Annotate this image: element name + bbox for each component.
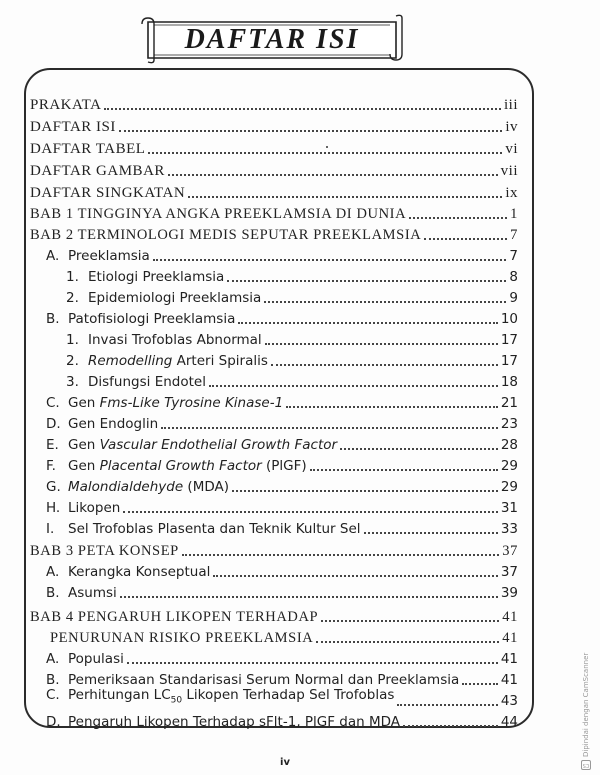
toc-entry-marker: I. [46,521,55,537]
toc-entry-label: BAB 2 TERMINOLOGI MEDIS SEPUTAR PREEKLAMSIA [30,227,422,243]
toc-entry-bab2-f[interactable] [46,453,518,475]
toc-entry-page: vi [505,141,518,157]
toc-entry-marker: B. [46,311,60,327]
toc-entry-daftar-singkatan[interactable] [30,180,518,202]
toc-entry-label [46,247,150,265]
toc-entry-label [66,289,261,307]
toc-entry-text: Perhitungan LC [68,687,171,704]
toc-entry-text: Pengaruh Likopen Terhadap sFlt-1, PlGF dan MDA [68,714,401,730]
toc-entry-bab4-c[interactable] [46,688,518,710]
toc-entry-marker: 1. [66,269,79,285]
leader-dots [227,280,506,282]
toc-entry-marker: 1. [66,332,79,348]
toc-entry-page: 44 [500,714,518,730]
page-title: DAFTAR ISI [184,24,360,55]
toc-entry-page: 29 [500,458,518,474]
leader-dots [209,385,498,387]
toc-entry-bab1[interactable] [30,201,518,223]
toc-entry-text-rest: Likopen Terhadap Sel Trofoblas [182,687,395,704]
toc-entry-text: Gen Endoglin [68,416,159,432]
toc-entry-bab3-b[interactable] [46,580,518,602]
toc-entry-label: DAFTAR SINGKATAN [30,185,186,201]
toc-entry-page: 33 [500,521,518,537]
page-number: iv [280,757,290,768]
toc-entry-label [66,373,206,391]
toc-entry-label: PRAKATA [30,97,102,113]
toc-entry-page: 29 [500,479,518,495]
toc-entry-text: Gen [68,395,100,411]
toc-entry-bab2-b1[interactable] [66,327,518,349]
leader-dots [182,554,499,556]
toc-entry-text: Disfungsi Endotel [88,374,206,390]
toc-entry-marker: A. [46,248,60,264]
toc-entry-page: 8 [509,269,518,285]
toc-entry-text-italic: Vascular Endothelial Growth Factor [99,437,338,453]
toc-entry-label [46,457,307,475]
toc-entry-text-rest: (MDA) [183,479,230,495]
toc-entry-bab2-h[interactable] [46,495,518,517]
toc-entry-daftar-gambar[interactable] [30,158,518,180]
leader-dots [119,130,502,132]
toc-entry-marker: 2. [66,353,79,369]
toc-entry-label [46,650,124,668]
toc-entry-bab4-d[interactable] [46,709,518,731]
toc-entry-bab2-e[interactable] [46,432,518,454]
toc-entry-text: Populasi [68,651,124,667]
leader-dots [462,683,498,685]
toc-entry-marker: D. [46,714,61,730]
toc-entry-page: 10 [500,311,518,327]
toc-entry-marker: A. [46,564,60,580]
toc-entry-marker: 2. [66,290,79,306]
toc-entry-marker: 3. [66,374,79,390]
toc-entry-page: 23 [500,416,518,432]
toc-entry-bab4-a[interactable] [46,646,518,668]
toc-entry-text: Kerangka Konseptual [68,564,211,580]
watermark-text: Dipindai dengan CamScanner [582,652,590,757]
leader-dots [397,704,497,706]
toc-entry-label [46,713,400,731]
toc-entry-label [46,415,158,433]
toc-entry-label: BAB 1 TINGGINYA ANGKA PREEKLAMSIA DI DUNIA [30,206,407,222]
toc-entry-page: 1 [510,206,518,222]
toc-entry-subscript: 50 [170,696,183,706]
toc-entry-text-italic: Remodelling [88,353,173,369]
leader-dots [271,364,498,366]
toc-entry-page: 41 [500,672,518,688]
toc-entry-page: 43 [500,693,518,709]
toc-entry-label: BAB 4 PENGARUH LIKOPEN TERHADAP [30,609,319,625]
leader-dots [188,196,502,198]
toc-entry-page: 37 [500,564,518,580]
toc-entry-bab3-a[interactable] [46,559,518,581]
toc-entry-page: 28 [500,437,518,453]
toc-entry-bab2-d[interactable] [46,411,518,433]
toc-entry-page: 17 [500,332,518,348]
leader-dots [104,108,501,110]
toc-entry-marker: D. [46,416,61,432]
toc-entry-page: 17 [500,353,518,369]
toc-entry-text: Asumsi [68,585,117,601]
leader-dots [286,406,498,408]
toc-entry-label [46,436,337,454]
leader-dots [232,490,498,492]
toc-entry-bab3[interactable] [30,538,518,560]
toc-entry-label [66,352,268,370]
leader-dots [364,532,498,534]
toc-entry-page: 9 [509,290,518,306]
toc-entry-page: ix [505,185,518,201]
toc-entry-bab2-a1[interactable] [66,264,518,286]
toc-entry-label [46,310,235,328]
toc-entry-bab4[interactable] [30,604,518,626]
toc-entry-label [66,268,224,286]
toc-entry-marker: G. [46,479,61,495]
toc-entry-daftar-isi[interactable] [30,114,518,136]
toc-entry-label: DAFTAR GAMBAR [30,163,165,179]
toc-entry-page: 18 [500,374,518,390]
toc-entry-page: iii [503,97,518,113]
toc-entry-label [66,331,262,349]
toc-entry-label: DAFTAR ISI [30,119,116,135]
leader-dots [148,152,502,154]
toc-entry-page: 39 [500,585,518,601]
toc-entry-marker: H. [46,500,61,516]
leader-dots [153,259,507,261]
leader-dots [265,343,498,345]
toc-entry-page: 7 [509,248,518,264]
toc-entry-page: iv [505,119,518,135]
toc-entry-marker: E. [46,437,59,453]
leader-dots [238,322,497,324]
toc-entry-bab2-b2[interactable] [66,348,518,370]
toc-entry-prakata[interactable] [30,92,518,114]
toc-entry-marker: C. [46,687,60,704]
toc-entry-page: 31 [500,500,518,516]
toc-entry-label [46,478,229,496]
toc-entry-bab2-b[interactable] [46,306,518,328]
leader-dots [264,301,506,303]
toc-entry-text-italic: Malondialdehyde [68,479,184,495]
title-scroll-banner [138,14,406,64]
toc-entry-text-italic: Placental Growth Factor [99,458,262,474]
leader-dots [310,469,498,471]
leader-dots [127,662,498,664]
toc-entry-label [46,520,361,538]
leader-dots [316,641,499,643]
toc-entry-text: Invasi Trofoblas Abnormal [88,332,262,348]
toc-entry-bab2-i[interactable] [46,516,518,538]
toc-entry-page: 37 [502,543,518,559]
toc-entry-bab4-continued[interactable] [50,625,518,647]
toc-entry-label [46,499,120,517]
toc-entry-label [46,686,394,710]
toc-entry-text: Patofisiologi Preeklamsia [68,311,236,327]
toc-entry-label: PENURUNAN RISIKO PREEKLAMSIA [50,630,314,646]
leader-dots [168,174,498,176]
toc-entry-bab2[interactable] [30,222,518,244]
toc-entry-label: DAFTAR TABEL [30,141,146,157]
toc-entry-text: Likopen [68,500,121,516]
leader-dots [161,427,498,429]
toc-entry-text-italic: Fms-Like Tyrosine Kinase-1 [99,395,284,411]
toc-entry-text: Arteri Spiralis [172,353,268,369]
leader-dots [321,620,499,622]
toc-entry-page: 21 [500,395,518,411]
toc-entry-text: Gen [68,458,100,474]
toc-entry-page: vii [500,163,518,179]
toc-entry-bab2-b3[interactable] [66,369,518,391]
toc-entry-marker: B. [46,585,60,601]
toc-entry-label: BAB 3 PETA KONSEP [30,543,179,559]
toc-entry-text: Epidemiologi Preeklamsia [88,290,262,306]
toc-entry-page: 41 [502,630,518,646]
toc-entry-daftar-tabel[interactable] [30,136,518,158]
scanner-watermark [578,600,594,770]
leader-dots [123,511,498,513]
toc-entry-text: Gen [68,437,100,453]
toc-entry-bab2-a2[interactable] [66,285,518,307]
toc-entry-text: Sel Trofoblas Plasenta dan Teknik Kultur Sel [68,521,361,537]
camscanner-logo-icon: CS [582,762,590,768]
toc-entry-bab2-c[interactable] [46,390,518,412]
leader-dots [403,725,498,727]
toc-entry-marker: C. [46,395,60,411]
toc-entry-marker: F. [46,458,56,474]
toc-entry-text: Preeklamsia [68,248,150,264]
toc-entry-page: 41 [500,651,518,667]
leader-dots [409,217,507,219]
toc-entry-text-rest: (PlGF) [261,458,307,474]
leader-dots [213,575,497,577]
toc-entry-bab2-a[interactable] [46,243,518,265]
leader-dots [120,596,498,598]
leader-dots [424,238,507,240]
toc-entry-marker: A. [46,651,60,667]
toc-entry-page: 41 [502,609,518,625]
toc-entry-marker: B. [46,672,60,688]
toc-entry-label [46,563,210,581]
toc-entry-bab2-g[interactable] [46,474,518,496]
toc-entry-label [46,394,283,412]
leader-dots [340,448,498,450]
toc-entry-label [46,584,117,602]
toc-entry-page: 7 [510,227,518,243]
toc-entry-text: Etiologi Preeklamsia [88,269,225,285]
toc-entry-text: Pemeriksaan Standarisasi Serum Normal dan Preeklamsia [68,672,460,688]
